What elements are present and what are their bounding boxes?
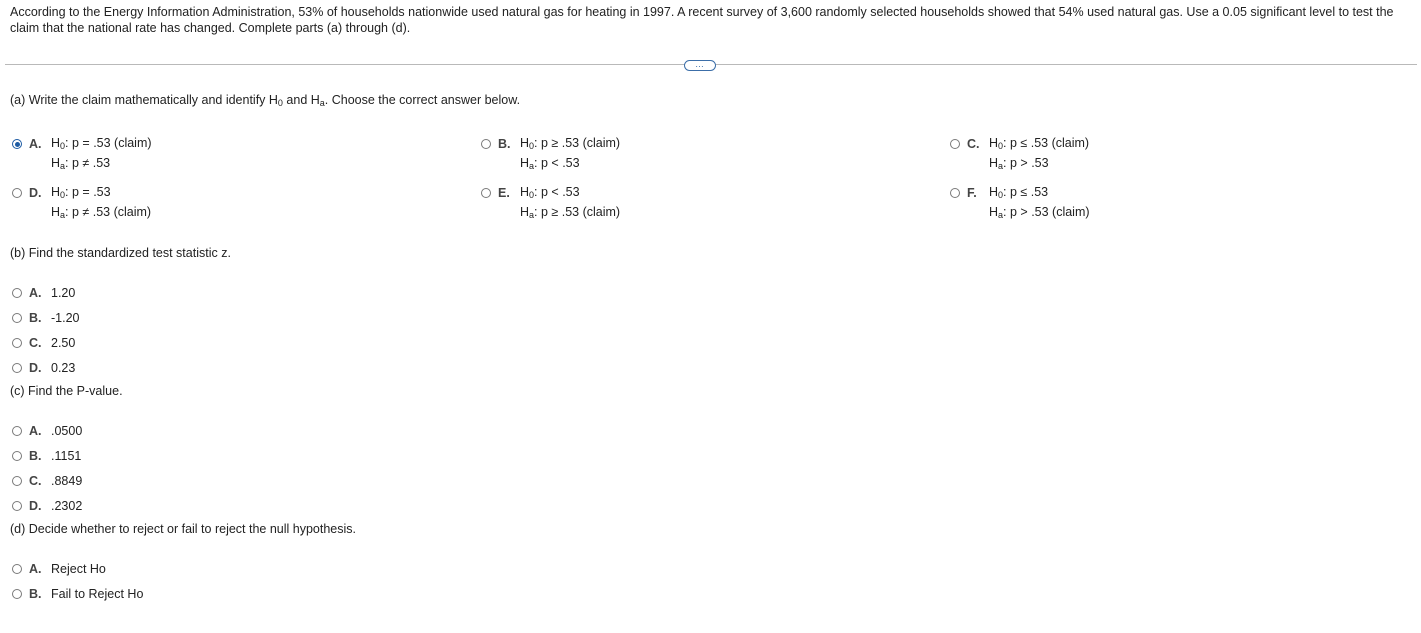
option-letter: A. — [29, 562, 42, 576]
option-value: Reject Ho — [51, 562, 106, 576]
option-letter: B. — [29, 311, 42, 325]
radio-button[interactable] — [12, 288, 22, 298]
option-letter: E. — [498, 186, 510, 200]
option-letter: F. — [967, 186, 977, 200]
part-a-option-f[interactable] — [950, 186, 1090, 222]
option-letter: A. — [29, 424, 42, 438]
null-hypothesis: $H_0$: p = .53 (claim) — [51, 136, 152, 151]
part-a-option-d[interactable] — [12, 186, 151, 222]
option-value: .0500 — [51, 424, 83, 438]
null-hypothesis: $H_0$: p = .53 — [51, 185, 111, 200]
part-a-option-e[interactable] — [481, 186, 620, 222]
radio-button[interactable] — [12, 451, 22, 461]
alternative-hypothesis: $H_a$: p ≠ .53 — [51, 156, 111, 171]
alternative-hypothesis: $H_a$: p > .53 — [989, 156, 1049, 171]
radio-button[interactable] — [481, 188, 491, 198]
radio-button[interactable] — [950, 188, 960, 198]
more-button[interactable]: … — [684, 60, 716, 71]
option-letter: D. — [29, 186, 42, 200]
part-d-prompt: (d) Decide whether to reject or fail to reject the null hypothesis. — [10, 522, 357, 536]
option-letter: D. — [29, 499, 42, 513]
option-value: -1.20 — [51, 311, 80, 325]
option-value: .2302 — [51, 499, 83, 513]
radio-button[interactable] — [12, 338, 22, 348]
radio-button[interactable] — [12, 313, 22, 323]
part-d-option-b[interactable] — [12, 587, 143, 601]
part-a-option-a[interactable] — [12, 137, 152, 173]
radio-button[interactable] — [12, 188, 22, 198]
part-c-option-c[interactable] — [12, 474, 82, 488]
part-b-option-c[interactable] — [12, 336, 75, 350]
part-b-option-a[interactable] — [12, 286, 75, 300]
option-letter: A. — [29, 137, 42, 151]
alternative-hypothesis: $H_a$: p ≠ .53 (claim) — [51, 205, 152, 220]
null-hypothesis: $H_0$: p < .53 — [520, 185, 580, 200]
part-a-prompt: (a) Write the claim mathematically and identify $H_0$ and $H_a$. Choose the correct answer below. — [10, 93, 521, 108]
part-b-option-d[interactable] — [12, 361, 75, 375]
radio-button[interactable] — [481, 139, 491, 149]
null-hypothesis: $H_0$: p ≥ .53 (claim) — [520, 136, 621, 151]
option-letter: C. — [29, 474, 42, 488]
part-d-option-a[interactable] — [12, 562, 106, 576]
radio-button-selected[interactable] — [12, 139, 22, 149]
question-intro: According to the Energy Information Administration, 53% of households nationwide used natural gas for heating in 1997. A recent survey of 3,600 randomly selected households showed that 54% used natural gas. Use a 0.05 significant level to test the claim that the national rate has changed. Complete parts (a) through (d). — [10, 5, 1394, 35]
radio-button[interactable] — [950, 139, 960, 149]
alternative-hypothesis: $H_a$: p < .53 — [520, 156, 580, 171]
option-value: 2.50 — [51, 336, 76, 350]
option-letter: B. — [498, 137, 511, 151]
part-c-option-a[interactable] — [12, 424, 82, 438]
option-value: 1.20 — [51, 286, 76, 300]
part-a-option-b[interactable] — [481, 137, 620, 173]
alternative-hypothesis: $H_a$: p ≥ .53 (claim) — [520, 205, 621, 220]
option-letter: A. — [29, 286, 42, 300]
radio-button[interactable] — [12, 363, 22, 373]
option-letter: C. — [29, 336, 42, 350]
radio-button[interactable] — [12, 426, 22, 436]
part-c-prompt: (c) Find the P-value. — [10, 384, 123, 398]
radio-button[interactable] — [12, 501, 22, 511]
part-b-prompt: (b) Find the standardized test statistic z. — [10, 246, 231, 260]
part-a-option-c[interactable] — [950, 137, 1089, 173]
option-letter: B. — [29, 587, 42, 601]
radio-button[interactable] — [12, 589, 22, 599]
null-hypothesis: $H_0$: p ≤ .53 — [989, 185, 1049, 200]
option-letter: B. — [29, 449, 42, 463]
part-c-option-b[interactable] — [12, 449, 81, 463]
option-value: Fail to Reject Ho — [51, 587, 144, 601]
alternative-hypothesis: $H_a$: p > .53 (claim) — [989, 205, 1090, 220]
option-value: .1151 — [51, 449, 82, 463]
option-letter: C. — [967, 137, 980, 151]
option-value: .8849 — [51, 474, 83, 488]
part-b-option-b[interactable] — [12, 311, 80, 325]
radio-button[interactable] — [12, 564, 22, 574]
part-c-option-d[interactable] — [12, 499, 82, 513]
option-letter: D. — [29, 361, 42, 375]
option-value: 0.23 — [51, 361, 76, 375]
radio-button[interactable] — [12, 476, 22, 486]
null-hypothesis: $H_0$: p ≤ .53 (claim) — [989, 136, 1090, 151]
